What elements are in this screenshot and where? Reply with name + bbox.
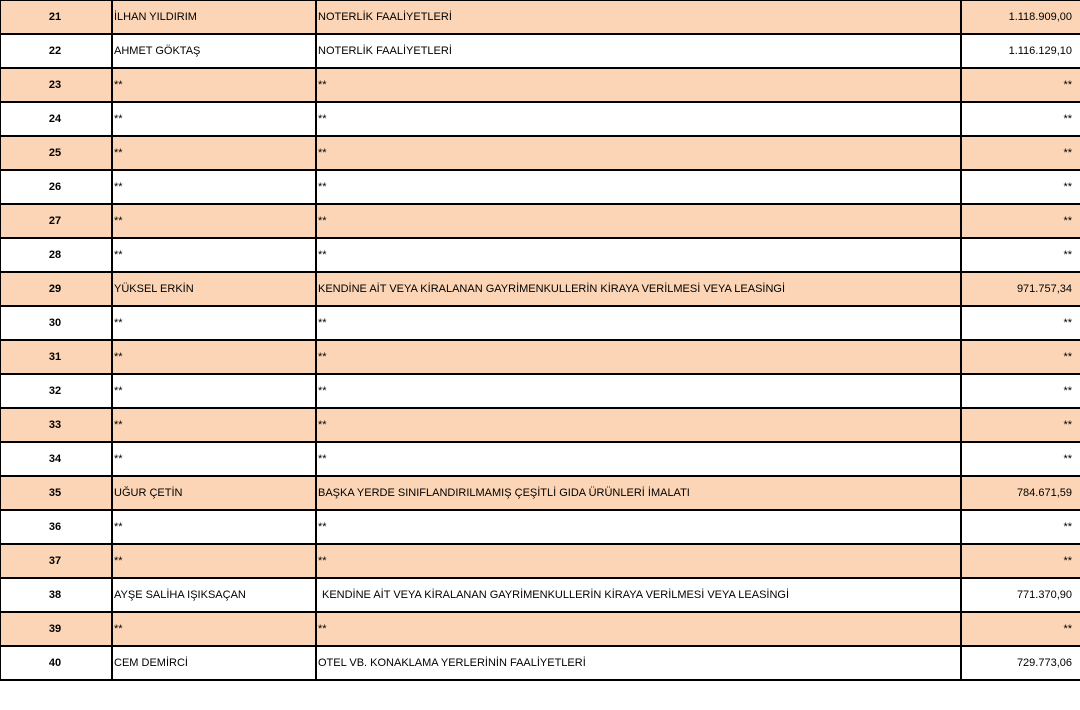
activity-description: KENDİNE AİT VEYA KİRALANAN GAYRİMENKULLERİN KİRAYA VERİLMESİ VEYA LEASİNGİ xyxy=(316,272,961,306)
row-number: 29 xyxy=(0,272,112,306)
table-row xyxy=(0,612,1080,646)
row-number: 32 xyxy=(0,374,112,408)
activity-description: ** xyxy=(316,238,961,272)
table-row xyxy=(0,204,1080,238)
table-row xyxy=(0,340,1080,374)
amount-value: ** xyxy=(961,408,1080,442)
amount-value: ** xyxy=(961,340,1080,374)
table-row xyxy=(0,272,1080,306)
table-row xyxy=(0,544,1080,578)
activity-description: OTEL VB. KONAKLAMA YERLERİNİN FAALİYETLERİ xyxy=(316,646,961,680)
activity-description: ** xyxy=(316,374,961,408)
row-number: 40 xyxy=(0,646,112,680)
amount-value: 1.118.909,00 xyxy=(961,0,1080,34)
table-row xyxy=(0,136,1080,170)
amount-value: 1.116.129,10 xyxy=(961,34,1080,68)
table-row xyxy=(0,646,1080,680)
row-number: 33 xyxy=(0,408,112,442)
taxpayer-name: ** xyxy=(112,544,316,578)
row-number: 35 xyxy=(0,476,112,510)
taxpayer-name: ** xyxy=(112,238,316,272)
activity-description: ** xyxy=(316,510,961,544)
taxpayer-name: ** xyxy=(112,442,316,476)
table-row xyxy=(0,68,1080,102)
row-number: 37 xyxy=(0,544,112,578)
row-number: 23 xyxy=(0,68,112,102)
activity-description: ** xyxy=(316,102,961,136)
table-row xyxy=(0,238,1080,272)
taxpayer-name: AYŞE SALİHA IŞIKSAÇAN xyxy=(112,578,316,612)
activity-description: ** xyxy=(316,170,961,204)
activity-description: ** xyxy=(316,68,961,102)
row-number: 36 xyxy=(0,510,112,544)
row-number: 24 xyxy=(0,102,112,136)
amount-value: 729.773,06 xyxy=(961,646,1080,680)
amount-value: ** xyxy=(961,204,1080,238)
table-row xyxy=(0,34,1080,68)
table-row xyxy=(0,374,1080,408)
taxpayer-name: ** xyxy=(112,68,316,102)
taxpayer-name: ** xyxy=(112,510,316,544)
taxpayer-name: ** xyxy=(112,102,316,136)
amount-value: ** xyxy=(961,68,1080,102)
taxpayer-name: ** xyxy=(112,306,316,340)
activity-description: NOTERLİK FAALİYETLERİ xyxy=(316,0,961,34)
activity-description: ** xyxy=(316,612,961,646)
amount-value: ** xyxy=(961,136,1080,170)
taxpayer-name: UĞUR ÇETİN xyxy=(112,476,316,510)
taxpayer-name: YÜKSEL ERKİN xyxy=(112,272,316,306)
amount-value: ** xyxy=(961,238,1080,272)
taxpayer-name: İLHAN YILDIRIM xyxy=(112,0,316,34)
row-number: 26 xyxy=(0,170,112,204)
amount-value: ** xyxy=(961,612,1080,646)
table-row xyxy=(0,442,1080,476)
amount-value: ** xyxy=(961,306,1080,340)
activity-description: ** xyxy=(316,136,961,170)
table-row xyxy=(0,306,1080,340)
table-row xyxy=(0,476,1080,510)
table-row xyxy=(0,102,1080,136)
taxpayer-name: ** xyxy=(112,374,316,408)
amount-value: ** xyxy=(961,102,1080,136)
row-number: 38 xyxy=(0,578,112,612)
table-row xyxy=(0,408,1080,442)
taxpayer-name: AHMET GÖKTAŞ xyxy=(112,34,316,68)
table-row xyxy=(0,578,1080,612)
amount-value: 784.671,59 xyxy=(961,476,1080,510)
activity-description: ** xyxy=(316,204,961,238)
amount-value: ** xyxy=(961,510,1080,544)
activity-description: ** xyxy=(316,544,961,578)
taxpayer-name: ** xyxy=(112,136,316,170)
taxpayer-name: ** xyxy=(112,204,316,238)
taxpayer-name: ** xyxy=(112,612,316,646)
row-number: 31 xyxy=(0,340,112,374)
taxpayer-name: ** xyxy=(112,170,316,204)
activity-description: KENDİNE AİT VEYA KİRALANAN GAYRİMENKULLERİN KİRAYA VERİLMESİ VEYA LEASİNGİ xyxy=(316,578,961,612)
row-number: 21 xyxy=(0,0,112,34)
activity-description: ** xyxy=(316,408,961,442)
row-number: 30 xyxy=(0,306,112,340)
amount-value: ** xyxy=(961,170,1080,204)
row-number: 27 xyxy=(0,204,112,238)
taxpayer-name: ** xyxy=(112,408,316,442)
row-number: 28 xyxy=(0,238,112,272)
row-number: 39 xyxy=(0,612,112,646)
activity-description: BAŞKA YERDE SINIFLANDIRILMAMIŞ ÇEŞİTLİ GIDA ÜRÜNLERİ İMALATI xyxy=(316,476,961,510)
table-row xyxy=(0,170,1080,204)
row-number: 22 xyxy=(0,34,112,68)
activity-description: ** xyxy=(316,306,961,340)
table-row xyxy=(0,510,1080,544)
activity-description: ** xyxy=(316,442,961,476)
amount-value: 971.757,34 xyxy=(961,272,1080,306)
taxpayer-name: ** xyxy=(112,340,316,374)
amount-value: ** xyxy=(961,442,1080,476)
amount-value: ** xyxy=(961,544,1080,578)
row-number: 34 xyxy=(0,442,112,476)
taxpayer-name: CEM DEMİRCİ xyxy=(112,646,316,680)
table-row xyxy=(0,0,1080,34)
amount-value: 771.370,90 xyxy=(961,578,1080,612)
row-number: 25 xyxy=(0,136,112,170)
activity-description: NOTERLİK FAALİYETLERİ xyxy=(316,34,961,68)
amount-value: ** xyxy=(961,374,1080,408)
activity-description: ** xyxy=(316,340,961,374)
